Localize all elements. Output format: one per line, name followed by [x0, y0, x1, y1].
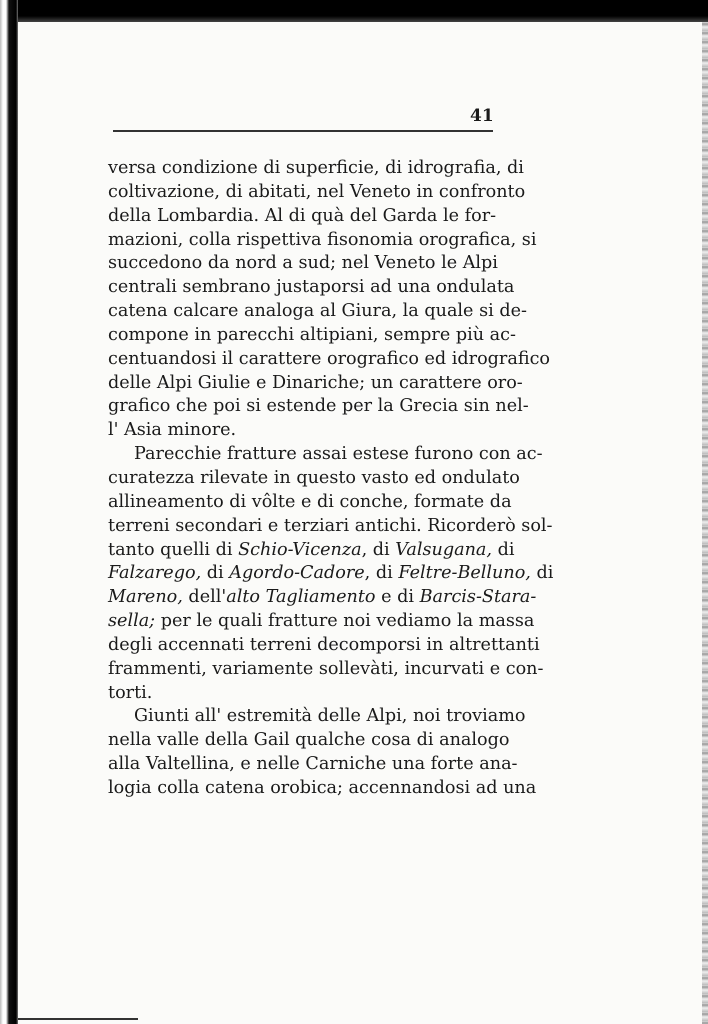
text-segment: dell' — [182, 587, 227, 608]
text-line — [108, 419, 493, 443]
text-segment: Parecchie fratture assai estese furono con ac- — [134, 444, 543, 465]
italic-text: Mareno, — [108, 587, 183, 608]
paragraph — [108, 705, 537, 800]
text-line — [108, 181, 526, 205]
text-line — [108, 205, 497, 229]
text-segment: catena calcare analoga al Giura, la quale si de- — [108, 301, 527, 322]
text-segment: , di — [364, 563, 399, 584]
text-segment: centrali sembrano justaporsi ad una ondulata — [108, 277, 515, 298]
text-line — [108, 252, 498, 276]
text-line — [108, 658, 544, 682]
text-line — [108, 539, 515, 563]
scan-bottom-mark — [18, 1018, 138, 1020]
text-segment: per le quali fratture noi vediamo la massa — [155, 611, 535, 632]
text-line — [108, 229, 537, 253]
text-segment: Giunti all' estremità delle Alpi, noi troviamo — [134, 706, 526, 727]
paragraph — [108, 157, 551, 443]
text-line — [108, 753, 518, 777]
italic-text: Valsugana, — [395, 539, 493, 560]
text-segment: l' Asia minore. — [108, 420, 237, 441]
text-segment: grafico che poi si estende per la Grecia sin nel- — [108, 396, 529, 417]
italic-text: Feltre-Belluno, — [398, 563, 531, 584]
italic-text: Barcis-Stara- — [419, 587, 537, 608]
italic-text: Schio-Vicenza — [238, 539, 362, 560]
paragraph — [108, 443, 554, 705]
text-line — [108, 157, 524, 181]
text-segment: , di — [361, 539, 396, 560]
text-line — [108, 777, 537, 801]
text-line — [108, 729, 510, 753]
text-segment: torti. — [108, 682, 153, 703]
text-segment: succedono da nord a sud; nel Veneto le Alpi — [108, 253, 498, 274]
text-line — [108, 705, 526, 729]
text-segment: logia colla catena orobica; accennandosi ad una — [108, 777, 537, 798]
italic-text: alto Tagliamento — [226, 587, 376, 608]
text-line — [108, 443, 543, 467]
text-line — [108, 491, 512, 515]
text-line — [108, 682, 493, 706]
text-segment: di — [530, 563, 554, 584]
text-segment: di — [492, 539, 515, 560]
text-segment: compone in parecchi altipiani, sempre più ac- — [108, 324, 516, 345]
italic-text: Agordo-Cadore — [229, 563, 365, 584]
text-line — [108, 276, 515, 300]
text-segment: coltivazione, di abitati, nel Veneto in confronto — [108, 181, 526, 202]
text-line — [108, 586, 537, 610]
text-line — [108, 395, 529, 419]
scan-left-border — [0, 0, 18, 1024]
text-line — [108, 562, 554, 586]
text-line — [108, 610, 535, 634]
text-segment: frammenti, variamente sollevàti, incurvati e con- — [108, 658, 544, 679]
text-line — [108, 634, 540, 658]
text-segment: e di — [375, 587, 420, 608]
text-segment: tanto quelli di — [108, 539, 239, 560]
scan-top-border — [0, 0, 708, 22]
text-segment: della Lombardia. Al di quà del Garda le for- — [108, 205, 497, 226]
text-segment: alla Valtellina, e nelle Carniche una forte ana- — [108, 754, 518, 775]
text-line — [108, 300, 527, 324]
text-segment: curatezza rilevate in questo vasto ed ondulato — [108, 467, 520, 488]
body-text — [108, 157, 554, 801]
text-segment: delle Alpi Giulie e Dinariche; un carattere oro- — [108, 372, 523, 393]
text-line — [108, 324, 516, 348]
text-segment: terreni secondari e terziari antichi. Ricorderò sol- — [108, 515, 553, 536]
italic-text: Falzarego, — [108, 563, 202, 584]
text-segment: centuandosi il carattere orografico ed idrografico — [108, 348, 551, 369]
text-segment: mazioni, colla rispettiva fisonomia orografica, si — [108, 229, 537, 250]
scan-right-edge — [702, 22, 708, 1024]
italic-text: sella; — [108, 611, 156, 632]
text-line — [108, 372, 523, 396]
text-segment: degli accennati terreni decomporsi in altrettanti — [108, 634, 540, 655]
text-segment: allineamento di vôlte e di conche, formate da — [108, 491, 512, 512]
text-line — [108, 348, 551, 372]
header-rule — [113, 130, 493, 132]
text-line — [108, 467, 520, 491]
page-number: 41 — [470, 106, 494, 126]
text-segment: versa condizione di superficie, di idrografia, di — [108, 158, 524, 178]
text-segment: nella valle della Gail qualche cosa di analogo — [108, 730, 510, 751]
text-line — [108, 515, 553, 539]
text-segment: di — [201, 563, 230, 584]
